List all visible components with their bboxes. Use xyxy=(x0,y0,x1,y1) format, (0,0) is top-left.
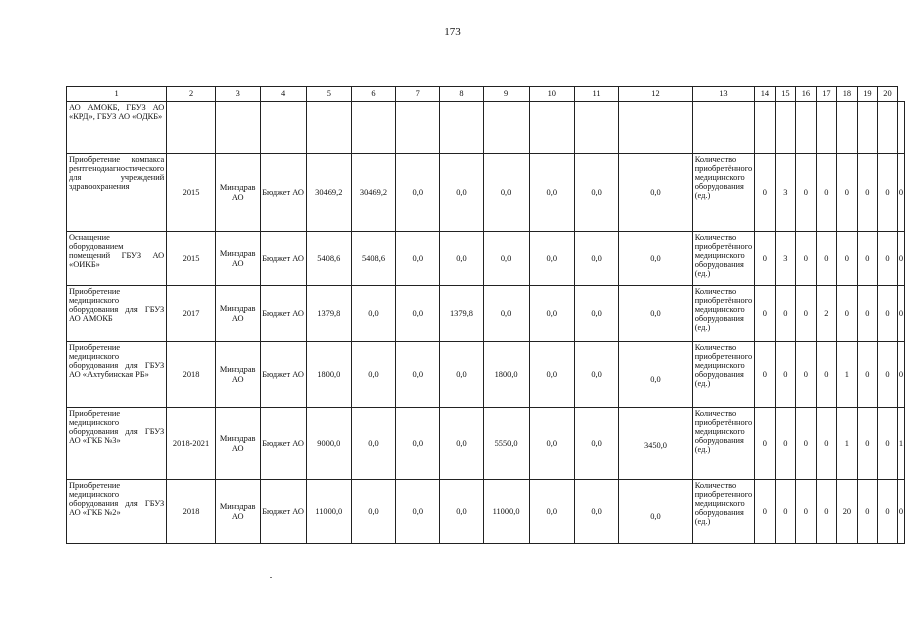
amount-2020-cell: 0,0 xyxy=(574,232,618,286)
indicator-value-cell: 0 xyxy=(816,408,837,480)
amount-2018-cell: 0,0 xyxy=(483,286,529,342)
amount-2020-cell: 0,0 xyxy=(574,480,618,544)
table-row xyxy=(67,408,905,480)
column-number: 2 xyxy=(167,87,216,102)
indicator-cell xyxy=(692,102,754,154)
amount-2016-cell: 0,0 xyxy=(396,286,440,342)
indicator-value-cell: 1 xyxy=(897,408,904,480)
amount-2019-cell: 0,0 xyxy=(529,232,574,286)
amount-2021-cell: 0,0 xyxy=(619,480,692,544)
activity-name-cell: Оснащение оборудованием помещений ГБУЗ АО «ОИКБ» xyxy=(67,232,167,286)
indicator-value-cell: 3 xyxy=(775,232,796,286)
indicator-value-cell: 0 xyxy=(796,286,817,342)
indicator-value-cell: 0 xyxy=(897,286,904,342)
funding-source-cell: Бюджет АО xyxy=(260,154,306,232)
table-row xyxy=(67,154,905,232)
amount-2016-cell xyxy=(396,102,440,154)
amount-2017-cell: 0,0 xyxy=(440,480,483,544)
funding-source-cell xyxy=(260,102,306,154)
customer-cell xyxy=(215,102,260,154)
amount-2017-cell: 0,0 xyxy=(440,342,483,408)
activity-name-cell: Приобретение медицинского оборудования для ГБУЗ АО «ГКБ №2» xyxy=(67,480,167,544)
amount-2015-cell: 0,0 xyxy=(351,480,395,544)
year-cell: 2017 xyxy=(167,286,216,342)
year-cell: 2018 xyxy=(167,480,216,544)
table-row xyxy=(67,232,905,286)
indicator-value-cell: 0 xyxy=(897,342,904,408)
amount-2016-cell: 0,0 xyxy=(396,480,440,544)
column-number: 17 xyxy=(816,87,837,102)
column-number: 11 xyxy=(574,87,618,102)
indicator-value-cell: 0 xyxy=(816,342,837,408)
program-activities-table xyxy=(66,86,905,544)
column-number: 8 xyxy=(440,87,483,102)
amount-2018-cell: 1800,0 xyxy=(483,342,529,408)
indicator-value-cell xyxy=(816,102,837,154)
activity-name-cell: Приобретение компакса рентгенодиагностического для учреждений здравоохранения xyxy=(67,154,167,232)
column-number: 16 xyxy=(796,87,817,102)
amount-2020-cell xyxy=(574,102,618,154)
activity-name-cell: Приобретение медицинского оборудования для ГБУЗ АО «Ахтубинская РБ» xyxy=(67,342,167,408)
amount-2016-cell: 0,0 xyxy=(396,154,440,232)
indicator-cell: Количество приобретённого медицинского оборудования (ед.) xyxy=(692,408,754,480)
indicator-value-cell xyxy=(857,102,878,154)
table-row xyxy=(67,480,905,544)
indicator-value-cell: 0 xyxy=(878,286,898,342)
indicator-value-cell: 3 xyxy=(775,154,796,232)
amount-2018-cell: 5550,0 xyxy=(483,408,529,480)
funding-source-cell: Бюджет АО xyxy=(260,232,306,286)
customer-cell: Минздрав АО xyxy=(215,480,260,544)
amount-total-cell: 1800,0 xyxy=(306,342,351,408)
amount-2019-cell xyxy=(529,102,574,154)
customer-cell: Минздрав АО xyxy=(215,342,260,408)
amount-2017-cell xyxy=(440,102,483,154)
column-number: 20 xyxy=(878,87,898,102)
indicator-value-cell: 0 xyxy=(796,154,817,232)
amount-total-cell: 9000,0 xyxy=(306,408,351,480)
amount-total-cell xyxy=(306,102,351,154)
column-number: 13 xyxy=(692,87,754,102)
activity-name-cell: Приобретение медицинского оборудования для ГБУЗ АО АМОКБ xyxy=(67,286,167,342)
indicator-value-cell: 0 xyxy=(897,154,904,232)
column-number: 5 xyxy=(306,87,351,102)
amount-2018-cell: 0,0 xyxy=(483,154,529,232)
amount-2019-cell: 0,0 xyxy=(529,154,574,232)
amount-2017-cell: 0,0 xyxy=(440,408,483,480)
indicator-value-cell xyxy=(878,102,898,154)
activity-name-cell: Приобретение медицинского оборудования для ГБУЗ АО «ГКБ №3» xyxy=(67,408,167,480)
amount-2017-cell: 1379,8 xyxy=(440,286,483,342)
amount-2019-cell: 0,0 xyxy=(529,342,574,408)
indicator-value-cell: 0 xyxy=(775,342,796,408)
funding-source-cell: Бюджет АО xyxy=(260,286,306,342)
amount-2020-cell: 0,0 xyxy=(574,342,618,408)
indicator-value-cell: 0 xyxy=(796,232,817,286)
year-cell: 2018-2021 xyxy=(167,408,216,480)
column-number: 12 xyxy=(619,87,692,102)
customer-cell: Минздрав АО xyxy=(215,154,260,232)
funding-source-cell: Бюджет АО xyxy=(260,342,306,408)
indicator-value-cell: 0 xyxy=(857,232,878,286)
amount-2016-cell: 0,0 xyxy=(396,408,440,480)
indicator-cell: Количество приобретённого медицинского оборудования (ед.) xyxy=(692,286,754,342)
year-cell: 2018 xyxy=(167,342,216,408)
year-cell: 2015 xyxy=(167,232,216,286)
indicator-value-cell: 0 xyxy=(816,480,837,544)
column-number: 4 xyxy=(260,87,306,102)
amount-2018-cell: 0,0 xyxy=(483,232,529,286)
indicator-value-cell: 0 xyxy=(755,232,776,286)
indicator-value-cell: 0 xyxy=(837,286,858,342)
customer-cell: Минздрав АО xyxy=(215,232,260,286)
indicator-value-cell: 0 xyxy=(796,408,817,480)
amount-2016-cell: 0,0 xyxy=(396,232,440,286)
amount-2017-cell: 0,0 xyxy=(440,232,483,286)
indicator-value-cell: 0 xyxy=(837,232,858,286)
amount-total-cell: 11000,0 xyxy=(306,480,351,544)
amount-total-cell: 5408,6 xyxy=(306,232,351,286)
indicator-value-cell: 0 xyxy=(775,408,796,480)
amount-2021-cell: 0,0 xyxy=(619,154,692,232)
indicator-value-cell: 0 xyxy=(857,342,878,408)
indicator-value-cell: 0 xyxy=(857,408,878,480)
indicator-value-cell: 0 xyxy=(816,154,837,232)
indicator-value-cell: 0 xyxy=(755,286,776,342)
amount-2021-cell: 0,0 xyxy=(619,286,692,342)
year-cell xyxy=(167,102,216,154)
amount-2018-cell: 11000,0 xyxy=(483,480,529,544)
indicator-value-cell xyxy=(775,102,796,154)
indicator-value-cell xyxy=(796,102,817,154)
indicator-value-cell: 0 xyxy=(755,408,776,480)
indicator-value-cell: 0 xyxy=(837,154,858,232)
column-number: 1 xyxy=(67,87,167,102)
amount-2019-cell: 0,0 xyxy=(529,286,574,342)
amount-2015-cell xyxy=(351,102,395,154)
amount-2015-cell: 30469,2 xyxy=(351,154,395,232)
indicator-value-cell: 1 xyxy=(837,408,858,480)
amount-2021-cell: 0,0 xyxy=(619,232,692,286)
column-number: 10 xyxy=(529,87,574,102)
table-row xyxy=(67,102,905,154)
indicator-value-cell xyxy=(897,102,904,154)
indicator-value-cell: 0 xyxy=(857,480,878,544)
scan-speck xyxy=(270,577,272,578)
amount-total-cell: 1379,8 xyxy=(306,286,351,342)
indicator-value-cell: 0 xyxy=(775,286,796,342)
indicator-value-cell: 1 xyxy=(837,342,858,408)
indicator-value-cell: 0 xyxy=(816,232,837,286)
table-header-row xyxy=(67,87,905,102)
column-number: 19 xyxy=(857,87,878,102)
column-number: 3 xyxy=(215,87,260,102)
amount-2020-cell: 0,0 xyxy=(574,408,618,480)
funding-source-cell: Бюджет АО xyxy=(260,408,306,480)
indicator-value-cell: 0 xyxy=(796,480,817,544)
table-row xyxy=(67,342,905,408)
amount-2017-cell: 0,0 xyxy=(440,154,483,232)
amount-2015-cell: 0,0 xyxy=(351,342,395,408)
column-number: 9 xyxy=(483,87,529,102)
column-number: 7 xyxy=(396,87,440,102)
indicator-value-cell: 20 xyxy=(837,480,858,544)
indicator-cell: Количество приобретённого медицинского оборудования (ед.) xyxy=(692,232,754,286)
amount-2020-cell: 0,0 xyxy=(574,286,618,342)
customer-cell: Минздрав АО xyxy=(215,286,260,342)
indicator-cell: Количество приобретенного медицинского оборудования (ед.) xyxy=(692,342,754,408)
indicator-value-cell xyxy=(755,102,776,154)
indicator-value-cell: 0 xyxy=(755,342,776,408)
amount-total-cell: 30469,2 xyxy=(306,154,351,232)
indicator-value-cell: 0 xyxy=(796,342,817,408)
amount-2015-cell: 5408,6 xyxy=(351,232,395,286)
indicator-value-cell: 0 xyxy=(857,286,878,342)
amount-2019-cell: 0,0 xyxy=(529,408,574,480)
page-number: 173 xyxy=(444,26,461,38)
indicator-value-cell: 0 xyxy=(878,232,898,286)
indicator-value-cell: 0 xyxy=(878,408,898,480)
amount-2015-cell: 0,0 xyxy=(351,286,395,342)
indicator-value-cell: 0 xyxy=(878,480,898,544)
indicator-value-cell: 0 xyxy=(878,154,898,232)
table-row xyxy=(67,286,905,342)
amount-2019-cell: 0,0 xyxy=(529,480,574,544)
indicator-cell: Количество приобретённого медицинского оборудования (ед.) xyxy=(692,154,754,232)
indicator-value-cell: 0 xyxy=(857,154,878,232)
indicator-value-cell: 0 xyxy=(878,342,898,408)
column-number: 15 xyxy=(775,87,796,102)
amount-2016-cell: 0,0 xyxy=(396,342,440,408)
column-number: 14 xyxy=(755,87,776,102)
indicator-value-cell: 0 xyxy=(775,480,796,544)
column-number: 6 xyxy=(351,87,395,102)
amount-2021-cell: 3450,0 xyxy=(619,408,692,480)
year-cell: 2015 xyxy=(167,154,216,232)
indicator-value-cell: 0 xyxy=(897,232,904,286)
indicator-value-cell: 0 xyxy=(897,480,904,544)
indicator-value-cell xyxy=(837,102,858,154)
column-number: 18 xyxy=(837,87,858,102)
indicator-value-cell: 0 xyxy=(755,154,776,232)
indicator-cell: Количество приобретенного медицинского оборудования (ед.) xyxy=(692,480,754,544)
amount-2021-cell xyxy=(619,102,692,154)
customer-cell: Минздрав АО xyxy=(215,408,260,480)
amount-2018-cell xyxy=(483,102,529,154)
activity-name-cell: АО АМОКБ, ГБУЗ АО «КРД», ГБУЗ АО «ОДКБ» xyxy=(67,102,167,154)
amount-2020-cell: 0,0 xyxy=(574,154,618,232)
indicator-value-cell: 2 xyxy=(816,286,837,342)
amount-2021-cell: 0,0 xyxy=(619,342,692,408)
amount-2015-cell: 0,0 xyxy=(351,408,395,480)
indicator-value-cell: 0 xyxy=(755,480,776,544)
funding-source-cell: Бюджет АО xyxy=(260,480,306,544)
